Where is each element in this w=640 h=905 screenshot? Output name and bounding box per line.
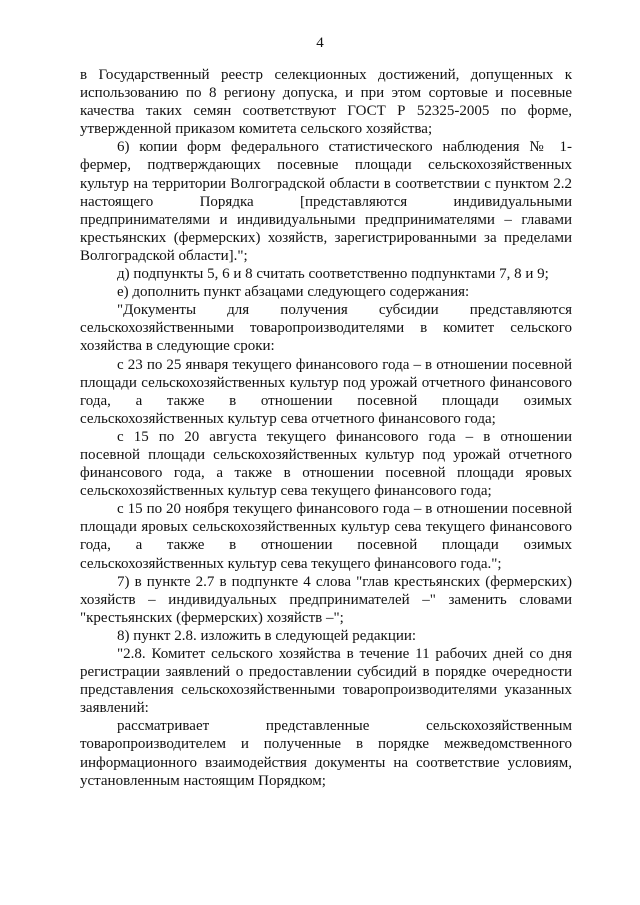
- paragraph-january-deadline: с 23 по 25 января текущего финансового года – в отношении посевной площади сельскохозяйственных культур под урожай отчетного финансового года, а также в отношении посевной площади озимых сельскохозяйственных культур сева отчетного финансового года;: [80, 356, 572, 427]
- paragraph-item-8: 8) пункт 2.8. изложить в следующей редакции:: [117, 627, 417, 644]
- paragraph-continuation: в Государственный реестр селекционных достижений, допущенных к использованию по 8 региону допуска, и при этом сортовые и посевные качества таких семян соответствуют ГОСТ Р 52325-2005 по форме, утвержденной приказом комитета сельского хозяйства;: [80, 67, 572, 138]
- paragraph-item-d: д) подпункты 5, 6 и 8 считать соответственно подпунктами 7, 8 и 9;: [117, 266, 549, 283]
- paragraph-item-7: 7) в пункте 2.7 в подпункте 4 слова "глав крестьянских (фермерских) хозяйств – индивидуальных предпринимателей –" заменить словами "крестьянских (фермерских) хозяйств –";: [80, 573, 572, 626]
- paragraph-review-documents: рассматривает представленные сельскохозяйственным товаропроизводителем и полученные в порядке межведомственного информационного взаимодействия документы на соответствие условиям, установленным настоящим Порядком;: [80, 718, 572, 789]
- paragraph-documents-deadlines: "Документы для получения субсидии представляются сельскохозяйственными товаропроизводителями в комитет сельского хозяйства в следующие сроки:: [80, 302, 572, 355]
- paragraph-august-deadline: с 15 по 20 августа текущего финансового года – в отношении посевной площади сельскохозяйственных культур под урожай отчетного финансового года, а также в отношении посевной площади яровых сельскохозяйственных культур сева текущего финансового года;: [80, 428, 572, 500]
- paragraph-item-6: 6) копии форм федерального статистического наблюдения № 1-фермер, подтверждающих посевные площади сельскохозяйственных культур на территории Волгоградской области в соответствии с пунктом 2.2 настоящего Порядка [представляются индивидуальными предпринимателями и индивидуальными предпринимателями – главами крестьянских (фермерских) хозяйств, зарегистрированными за пределами Волгоградской области].";: [80, 139, 572, 264]
- paragraph-clause-2-8: "2.8. Комитет сельского хозяйства в течение 11 рабочих дней со дня регистрации заявлений о предоставлении субсидий в порядке очередности представления сельскохозяйственными товаропроизводителями указанных заявлений:: [80, 646, 572, 717]
- paragraph-item-e: е) дополнить пункт абзацами следующего содержания:: [117, 284, 470, 301]
- document-body: [80, 66, 572, 790]
- paragraph-november-deadline: с 15 по 20 ноября текущего финансового года – в отношении посевной площади яровых сельскохозяйственных культур сева текущего финансового года, а также в отношении посевной площади озимых сельскохозяйственных культур сева текущего финансового года.";: [80, 501, 572, 572]
- page-number: 4: [316, 35, 324, 51]
